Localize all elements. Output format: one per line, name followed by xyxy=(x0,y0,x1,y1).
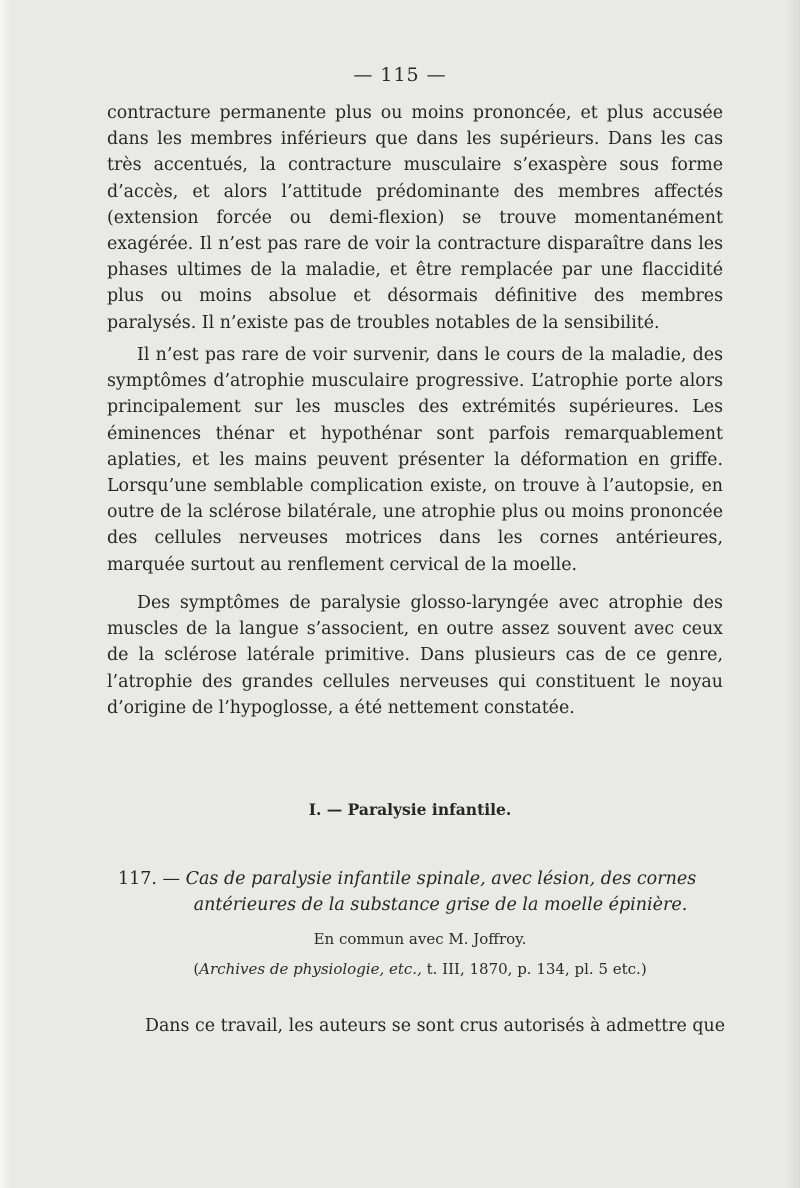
citation-journal: Archives de physiologie, etc., xyxy=(199,960,422,978)
paragraph-dans-ce-travail: Dans ce travail, les auteurs se sont crus autorisés à admettre que xyxy=(145,1016,725,1036)
entry-dash: — xyxy=(156,869,186,889)
section-heading: I. — Paralysie infantile. xyxy=(308,800,512,819)
page-number: — 115 — xyxy=(353,64,447,86)
paragraph-atrophie: Il n’est pas rare de voir survenir, dans le cours de la maladie, des symptômes d’atrophie musculaire progressive. L’atrophie porte alors principalement sur les muscles des extrémités supérieures. Les éminences thénar et hypothénar sont parfois remarquablement aplaties, et les mains peuvent présenter la déformation en griffe. Lorsqu’une semblable complication existe, on trouve à l’autopsie, en outre de la sclérose bilatérale, une atrophie plus ou moins prononcée des cellules nerveuses motrices dans les cornes antérieures, marquée surtout au renflement cervical de la moelle. xyxy=(107,345,723,575)
in-common-note: En commun avec M. Joffroy. xyxy=(313,930,527,948)
page-edge-left xyxy=(0,0,10,1188)
entry-title-line1: Cas de paralysie infantile spinale, avec lésion, des cornes xyxy=(185,869,697,889)
citation-open-paren: ( xyxy=(193,960,200,978)
citation-details: t. III, 1870, p. 134, pl. 5 etc.) xyxy=(421,960,647,978)
page-edge-right xyxy=(786,0,800,1188)
entry-number: 117. xyxy=(118,869,157,889)
citation xyxy=(0,960,800,978)
paragraph-glosso-laryngee: Des symptômes de paralysie glosso-laryngée avec atrophie des muscles de la langue s’associent, en outre assez souvent avec ceux de la sclérose latérale primitive. Dans plusieurs cas de ce genre, l’atrophie des grandes cellules nerveuses qui constituent le noyau d’origine de l’hypoglosse, a été nettement constatée. xyxy=(107,593,723,718)
entry-117 xyxy=(118,866,723,918)
entry-title-line2: antérieures de la substance grise de la moelle épinière. xyxy=(193,895,688,915)
paragraph-contracture: contracture permanente plus ou moins prononcée, et plus accusée dans les membres inférieurs que dans les supérieurs. Dans les cas très accentués, la contracture musculaire s’exaspère sous forme d’accès, et alors l’attitude prédominante des membres affectés (extension forcée ou demi-flexion) se trouve momentanément exagérée. Il n’est pas rare de voir la contracture disparaître dans les phases ultimes de la maladie, et être remplacée par une flaccidité plus ou moins absolue et désormais définitive des membres paralysés. Il n’existe pas de troubles notables de la sensibilité. xyxy=(107,103,723,333)
